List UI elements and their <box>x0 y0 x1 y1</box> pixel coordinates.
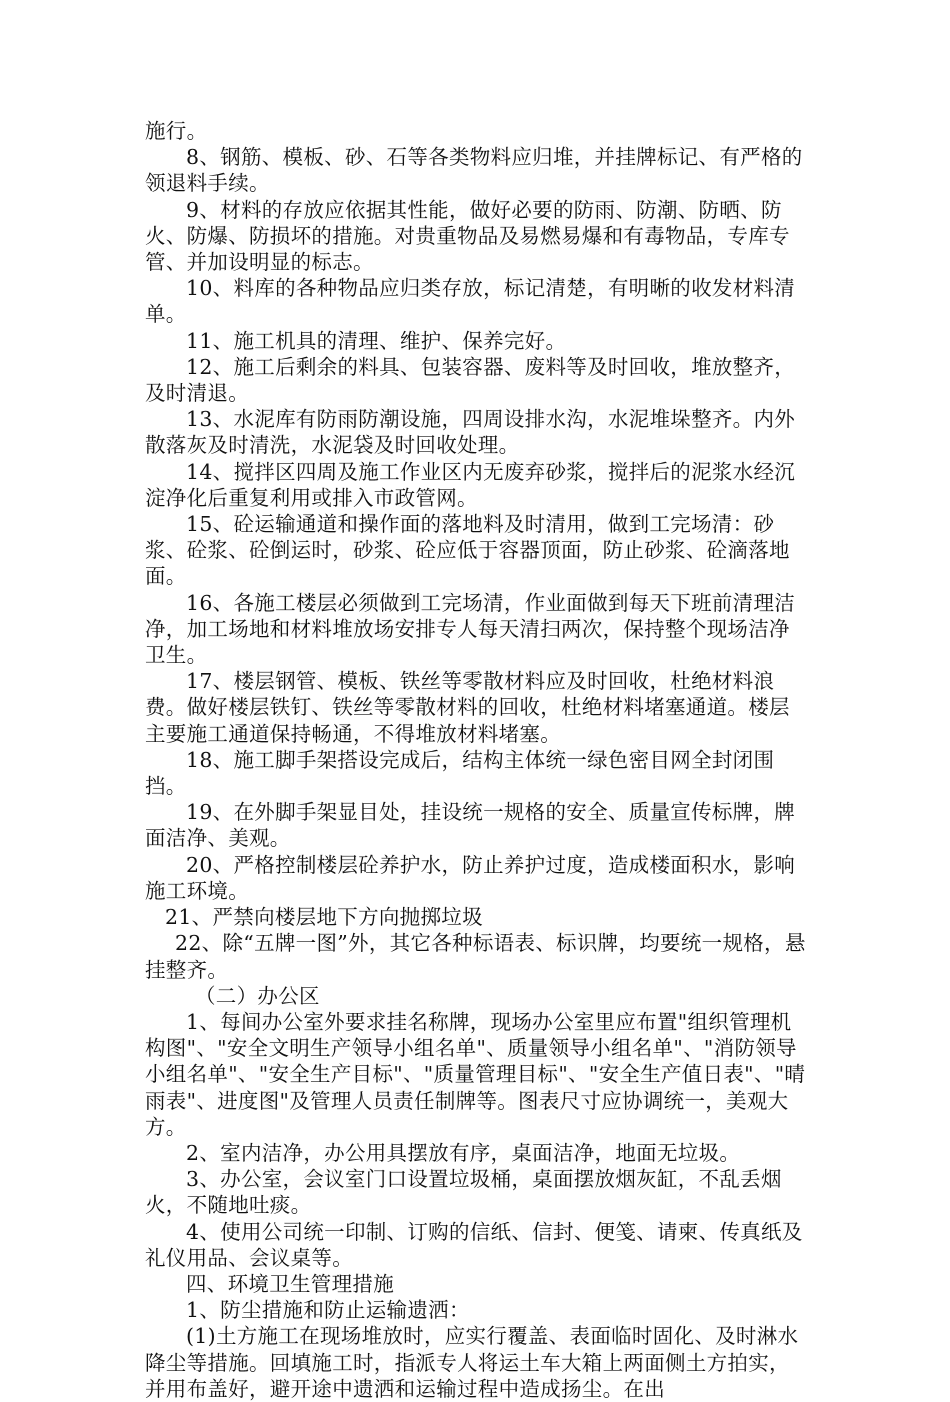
paragraph: 1、每间办公室外要求挂名称牌，现场办公室里应布置"组织管理机构图"、"安全文明生产领导小组名单"、质量领导小组名单"、"消防领导小组名单"、"安全生产目标"、"质量管理目标"、"安全生产值日表"、"晴雨表"、进度图"及管理人员责任制牌等。图表尺寸应协调统一，美观大方。 <box>145 1009 806 1139</box>
paragraph: 20、严格控制楼层砼养护水，防止养护过度，造成楼面积水，影响施工环境。 <box>145 852 796 903</box>
paragraph: 19、在外脚手架显目处，挂设统一规格的安全、质量宣传标牌，牌面洁净、美观。 <box>145 800 796 851</box>
paragraph: 22、除“五牌一图”外，其它各种标语表、标识牌，均要统一规格，悬挂整齐。 <box>145 931 806 982</box>
paragraph: (1)土方施工在现场堆放时，应实行覆盖、表面临时固化、及时淋水降尘等措施。回填施工时，指派专人将运土车大箱上两面侧土方拍实，并用布盖好，避开途中遗洒和运输过程中造成扬尘。在出 <box>145 1324 799 1401</box>
section-heading: 四、环境卫生管理措施 <box>186 1271 394 1296</box>
paragraph: 18、施工脚手架搭设完成后，结构主体统一绿色密目网全封闭围挡。 <box>145 747 775 799</box>
paragraph: 3、办公室，会议室门口设置垃圾桶，桌面摆放烟灰缸，不乱丢烟火，不随地吐痰。 <box>145 1167 782 1218</box>
paragraph: 16、各施工楼层必须做到工完场清，作业面做到每天下班前清理洁净，加工场地和材料堆放场安排专人每天清扫两次，保持整个现场洁净卫生。 <box>145 590 796 668</box>
paragraph: 施行。 <box>145 119 208 143</box>
paragraph: 8、钢筋、模板、砂、石等各类物料应归堆，并挂牌标记、有严格的领退料手续。 <box>145 145 803 196</box>
paragraph: 13、水泥库有防雨防潮设施，四周设排水沟，水泥堆垛整齐。内外散落灰及时清洗，水泥袋及时回收处理。 <box>145 407 796 458</box>
section-heading: （二）办公区 <box>195 983 320 1008</box>
paragraph: 21、严禁向楼层地下方向抛掷垃圾 <box>165 905 483 930</box>
paragraph: 17、楼层钢管、模板、铁丝等零散材料应及时回收，杜绝材料浪费。做好楼层铁钉、铁丝等零散材料的回收，杜绝材料堵塞通道。楼层主要施工通道保持畅通，不得堆放材料堵塞。 <box>145 669 790 746</box>
paragraph: 14、搅拌区四周及施工作业区内无废弃砂浆，搅拌后的泥浆水经沉淀净化后重复利用或排入市政管网。 <box>145 459 796 510</box>
paragraph: 15、砼运输通道和操作面的落地料及时清用，做到工完场清：砂浆、砼浆、砼倒运时，砂浆、砼应低于容器顶面，防止砂浆、砼滴落地面。 <box>145 512 790 589</box>
paragraph: 10、料库的各种物品应归类存放，标记清楚，有明晰的收发材料清单。 <box>145 276 796 327</box>
paragraph: 1、防尘措施和防止运输遗洒： <box>186 1298 470 1323</box>
paragraph: 12、施工后剩余的料具、包装容器、废料等及时回收，堆放整齐，及时清退。 <box>145 354 796 406</box>
paragraph: 11、施工机具的清理、维护、保养完好。 <box>186 328 567 353</box>
document-body <box>145 118 810 1402</box>
paragraph: 2、室内洁净，办公用具摆放有序，桌面洁净，地面无垃圾。 <box>186 1140 741 1165</box>
paragraph: 4、使用公司统一印制、订购的信纸、信封、便笺、请柬、传真纸及礼仪用品、会议桌等。 <box>145 1219 803 1270</box>
paragraph: 9、材料的存放应依据其性能，做好必要的防雨、防潮、防晒、防火、防爆、防损坏的措施。对贵重物品及易燃易爆和有毒物品，专库专管、并加设明显的标志。 <box>145 197 790 275</box>
